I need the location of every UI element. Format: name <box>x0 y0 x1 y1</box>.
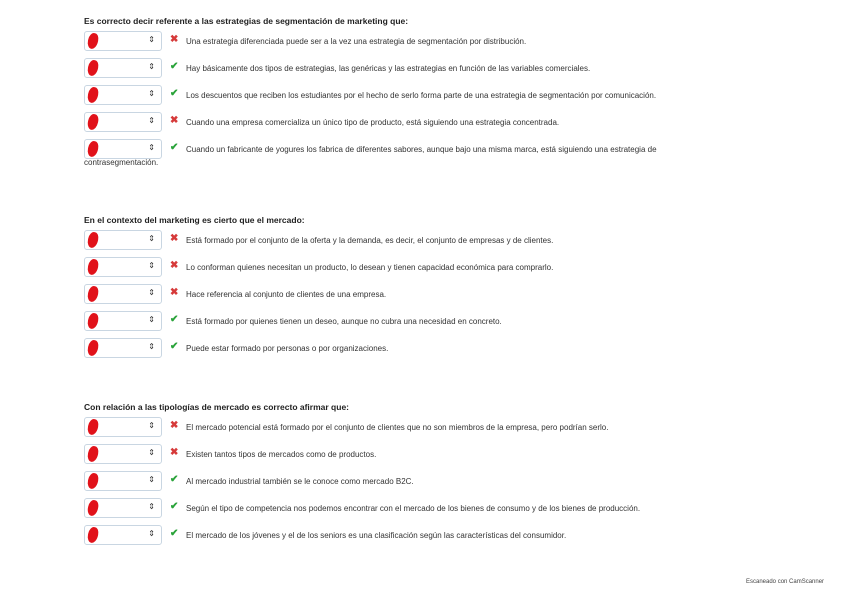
chevron-updown-icon: ⇕ <box>148 89 155 98</box>
answer-select[interactable] <box>84 230 162 250</box>
redaction-mark <box>86 339 99 357</box>
answer-select[interactable] <box>84 444 162 464</box>
redaction-mark <box>86 231 99 249</box>
check-icon: ✔ <box>170 314 179 325</box>
cross-icon: ✖ <box>170 447 179 458</box>
redaction-mark <box>86 59 99 77</box>
chevron-updown-icon: ⇕ <box>148 529 155 538</box>
answer-select[interactable] <box>84 284 162 304</box>
chevron-updown-icon: ⇕ <box>148 234 155 243</box>
answer-text: Los descuentos que reciben los estudiantes por el hecho de serlo forma parte de una estrategia de segmentación por comunicación. <box>186 91 657 100</box>
answer-row <box>84 308 704 335</box>
cross-icon: ✖ <box>170 260 179 271</box>
question-block-3 <box>84 400 704 549</box>
answer-select[interactable] <box>84 31 162 51</box>
chevron-updown-icon: ⇕ <box>148 502 155 511</box>
check-icon: ✔ <box>170 528 179 539</box>
chevron-updown-icon: ⇕ <box>148 421 155 430</box>
check-icon: ✔ <box>170 501 179 512</box>
answer-text: El mercado de los jóvenes y el de los seniors es una clasificación según las características del consumidor. <box>186 531 567 540</box>
check-icon: ✔ <box>170 142 179 153</box>
question-block-1 <box>84 14 704 172</box>
answer-select[interactable] <box>84 525 162 545</box>
answer-text: Hay básicamente dos tipos de estrategias, las genéricas y las estrategias en función de las variables comerciales. <box>186 64 591 73</box>
answer-text: Puede estar formado por personas o por organizaciones. <box>186 344 389 353</box>
cross-icon: ✖ <box>170 233 179 244</box>
answer-text: Al mercado industrial también se le conoce como mercado B2C. <box>186 477 414 486</box>
answer-row <box>84 227 704 254</box>
answer-row <box>84 495 704 522</box>
redaction-mark <box>86 113 99 131</box>
chevron-updown-icon: ⇕ <box>148 143 155 152</box>
answer-text: Existen tantos tipos de mercados como de productos. <box>186 450 377 459</box>
answer-text: Lo conforman quienes necesitan un producto, lo desean y tienen capacidad económica para comprarlo. <box>186 263 554 272</box>
answer-row <box>84 414 704 441</box>
chevron-updown-icon: ⇕ <box>148 62 155 71</box>
redaction-mark <box>86 499 99 517</box>
answer-row <box>84 441 704 468</box>
answer-text: Hace referencia al conjunto de clientes de una empresa. <box>186 290 387 299</box>
cross-icon: ✖ <box>170 287 179 298</box>
redaction-mark <box>86 526 99 544</box>
redaction-mark <box>86 418 99 436</box>
answer-select[interactable] <box>84 112 162 132</box>
answer-row <box>84 136 704 172</box>
question-block-2 <box>84 213 704 362</box>
chevron-updown-icon: ⇕ <box>148 475 155 484</box>
answer-text: Está formado por quienes tienen un deseo, aunque no cubra una necesidad en concreto. <box>186 317 502 326</box>
answer-row <box>84 55 704 82</box>
cross-icon: ✖ <box>170 115 179 126</box>
chevron-updown-icon: ⇕ <box>148 448 155 457</box>
check-icon: ✔ <box>170 88 179 99</box>
answer-select[interactable] <box>84 85 162 105</box>
redaction-mark <box>86 285 99 303</box>
check-icon: ✔ <box>170 341 179 352</box>
chevron-updown-icon: ⇕ <box>148 342 155 351</box>
question-title: Con relación a las tipologías de mercado es correcto afirmar que: <box>84 402 349 412</box>
chevron-updown-icon: ⇕ <box>148 315 155 324</box>
answer-select[interactable] <box>84 311 162 331</box>
answer-select[interactable] <box>84 58 162 78</box>
answer-text: Según el tipo de competencia nos podemos encontrar con el mercado de los bienes de consumo y de los bienes de producción. <box>186 504 641 513</box>
answer-text: Cuando un fabricante de yogures los fabrica de diferentes sabores, aunque bajo una misma marca, está siguiendo una estrategia de contrasegmentación. <box>84 145 657 167</box>
answer-row <box>84 109 704 136</box>
redaction-mark <box>86 258 99 276</box>
answer-select[interactable] <box>84 257 162 277</box>
check-icon: ✔ <box>170 61 179 72</box>
chevron-updown-icon: ⇕ <box>148 261 155 270</box>
chevron-updown-icon: ⇕ <box>148 116 155 125</box>
chevron-updown-icon: ⇕ <box>148 288 155 297</box>
answer-text: Cuando una empresa comercializa un único tipo de producto, está siguiendo una estrategia concentrada. <box>186 118 560 127</box>
answer-row <box>84 522 704 549</box>
answer-row <box>84 468 704 495</box>
cross-icon: ✖ <box>170 34 179 45</box>
cross-icon: ✖ <box>170 420 179 431</box>
check-icon: ✔ <box>170 474 179 485</box>
redaction-mark <box>86 472 99 490</box>
redaction-mark <box>86 445 99 463</box>
answer-row <box>84 28 704 55</box>
question-title: En el contexto del marketing es cierto que el mercado: <box>84 215 305 225</box>
redaction-mark <box>86 32 99 50</box>
answer-text: Está formado por el conjunto de la oferta y la demanda, es decir, el conjunto de empresas y de clientes. <box>186 236 554 245</box>
answer-text: El mercado potencial está formado por el conjunto de clientes que no son miembros de la empresa, pero podrían serlo. <box>186 423 609 432</box>
answer-row <box>84 281 704 308</box>
answer-row <box>84 82 704 109</box>
answer-select[interactable] <box>84 417 162 437</box>
answer-row <box>84 335 704 362</box>
redaction-mark <box>86 312 99 330</box>
answer-row <box>84 254 704 281</box>
redaction-mark <box>86 86 99 104</box>
answer-select[interactable] <box>84 338 162 358</box>
question-title: Es correcto decir referente a las estrategias de segmentación de marketing que: <box>84 16 409 26</box>
answer-select[interactable] <box>84 471 162 491</box>
answer-select[interactable] <box>84 498 162 518</box>
answer-text: Una estrategia diferenciada puede ser a la vez una estrategia de segmentación por distribución. <box>186 37 527 46</box>
chevron-updown-icon: ⇕ <box>148 35 155 44</box>
scanner-watermark: Escaneado con CamScanner <box>746 579 825 585</box>
